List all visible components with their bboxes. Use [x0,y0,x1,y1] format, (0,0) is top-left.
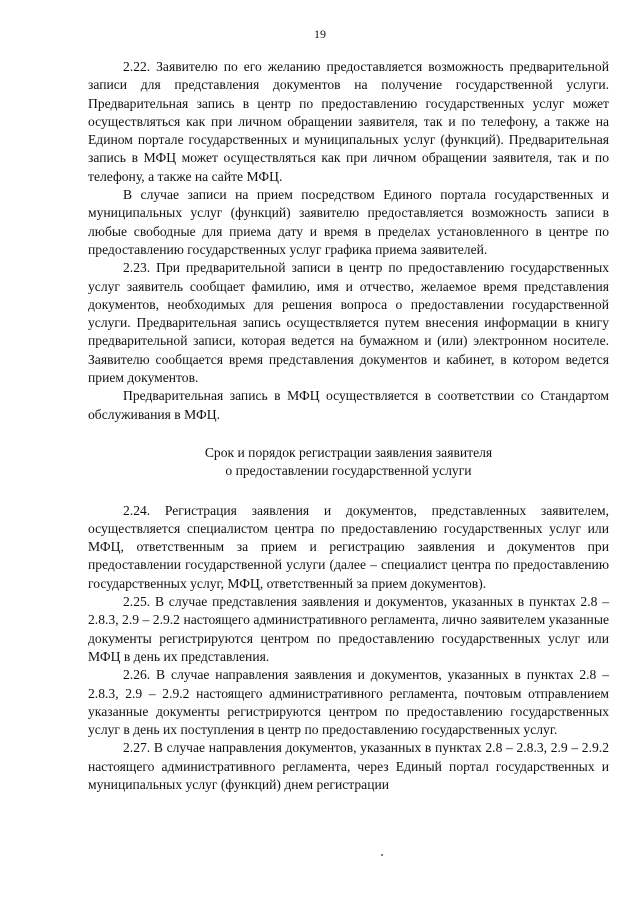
section-heading-line-1: Срок и порядок регистрации заявления заявителя [204,444,493,460]
paragraph-mfc-standard: Предварительная запись в МФЦ осуществляется в соответствии со Стандартом обслуживания в МФЦ. [88,388,609,422]
paragraph-portal-booking: В случае записи на прием посредством Единого портала государственных и муниципальных услуг (функций) заявителю предоставляется возможность записи в любые свободные для приема дату и время в пределах установленного в центре по предоставлению государственных услуг графика приема заявителей. [88,187,609,257]
scan-speck [381,854,383,856]
section-heading [88,444,609,481]
paragraph-2-22: 2.22. Заявителю по его желанию предоставляется возможность предварительной записи для представления документов на получение государственной услуги. Предварительная запись в центр по предоставлению государственных услуг может осуществляться как при личном обращении заявителя, так и по телефону, а также на Едином портале государственных и муниципальных услуг (функций). Предварительная запись в МФЦ может осуществляться как при личном обращении заявителя, так и по телефону, а также на сайте МФЦ. [88,59,609,184]
document-body [88,58,609,794]
paragraph-2-25: 2.25. В случае представления заявления и документов, указанных в пунктах 2.8 – 2.8.3, 2.9 – 2.9.2 настоящего административного регламента, лично заявителем указанные документы регистрируются центром по предоставлению государственных услуг или МФЦ в день их представления. [88,594,609,664]
paragraph-2-26: 2.26. В случае направления заявления и документов, указанных в пунктах 2.8 – 2.8.3, 2.9 – 2.9.2 настоящего административного регламента, почтовым отправлением указанные документы регистрируются центром по предоставлению государственных услуг в день их поступления в центр по предоставлению государственных услуг. [88,667,609,738]
paragraph-2-27: 2.27. В случае направления документов, указанных в пунктах 2.8 – 2.8.3, 2.9 – 2.9.2 настоящего административного регламента, через Единый портал государственных и муниципальных услуг (функций) днем регистрации [88,740,609,792]
paragraph-2-23: 2.23. При предварительной записи в центр по предоставлению государственных услуг заявитель сообщает фамилию, имя и отчество, желаемое время представления документов, необходимых для решения вопроса о предоставлении государственной услуги. Предварительная запись осуществляется путем внесения информации в книгу предварительной записи, которая ведется на бумажном и (или) электронном носителе. Заявителю сообщается время представления документов и кабинет, в котором ведется прием документов. [88,260,609,386]
paragraph-2-24: 2.24. Регистрация заявления и документов, представленных заявителем, осуществляется специалистом центра по предоставлению государственных услуг или МФЦ, ответственным за прием и регистрацию заявления и документов при предоставлении государственной услуги (далее – специалист центра по предоставлению государственных услуг, МФЦ, ответственный за прием документов). [88,502,609,591]
page-number: 19 [314,27,326,41]
section-heading-line-2: о предоставлении государственной услуги [225,463,472,479]
